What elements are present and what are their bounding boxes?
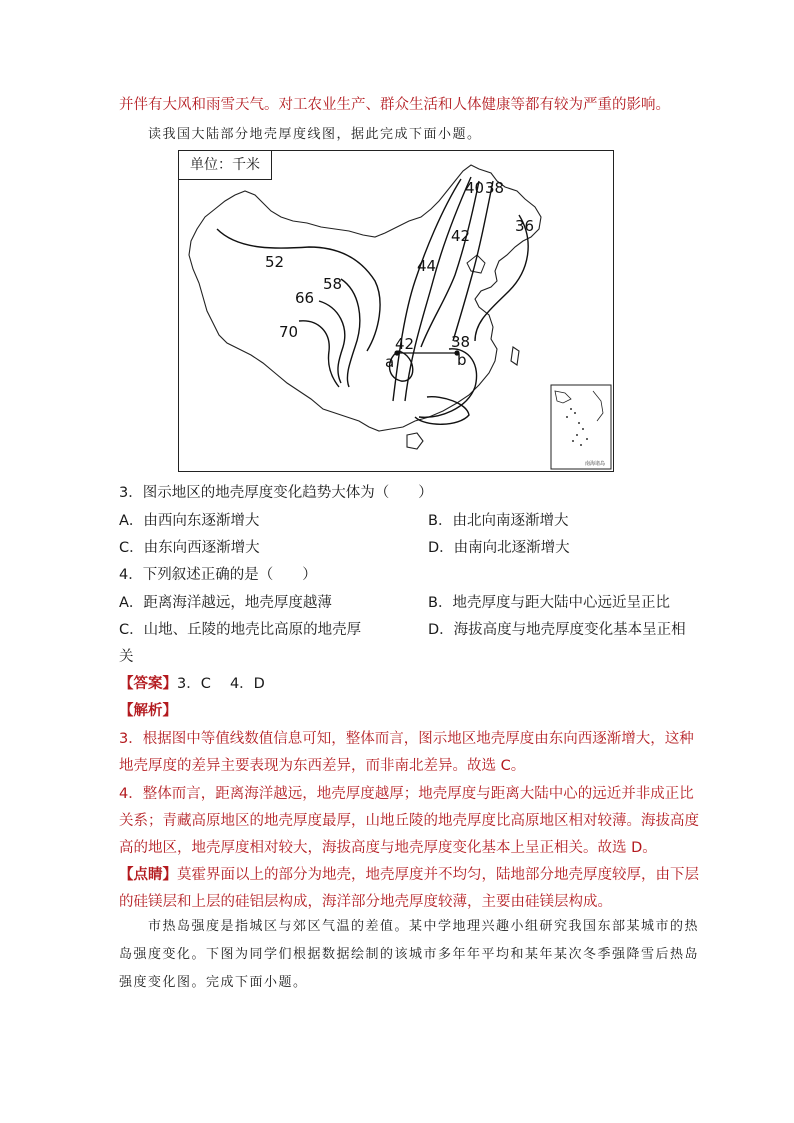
isoline-70 bbox=[299, 321, 339, 387]
analysis-line: 3．根据图中等值线数值信息可知，整体而言，图示地区地壳厚度由东向西逐渐增大，这种 bbox=[119, 731, 694, 747]
q4-option-c: C．山地、丘陵的地壳比高原的地壳厚 bbox=[119, 622, 362, 638]
tip-line bbox=[119, 864, 699, 886]
q4-stem: 4．下列叙述正确的是（ ） bbox=[119, 567, 317, 583]
isoline-58 bbox=[341, 279, 360, 387]
q4-option-b: B．地壳厚度与距大陆中心远近呈正比 bbox=[428, 595, 670, 611]
q4-option-d: D．海拔高度与地壳厚度变化基本呈正相 bbox=[428, 622, 686, 638]
q3-option-d: D．由南向北逐渐增大 bbox=[428, 540, 570, 556]
label-38-north: 38 bbox=[485, 179, 505, 197]
reading-prompt: 读我国大陆部分地壳厚度线图，据此完成下面小题。 bbox=[148, 127, 482, 142]
point-b-label: b bbox=[457, 351, 467, 369]
label-52: 52 bbox=[265, 253, 285, 271]
label-66: 66 bbox=[295, 289, 315, 307]
q3-option-b: B．由北向南逐渐增大 bbox=[428, 513, 569, 529]
analysis-line: 4．整体而言，距离海洋越远，地壳厚度越厚；地壳厚度与距离大陆中心的远近并非成正比 bbox=[119, 786, 694, 802]
hainan-outline bbox=[407, 433, 423, 449]
analysis-line: 关系；青藏高原地区的地壳厚度最厚，山地丘陵的地壳厚度比高原地区相对较薄。海拔高度 bbox=[119, 813, 699, 829]
q4-option-a: A．距离海洋越远，地壳厚度越薄 bbox=[119, 595, 332, 611]
tip-text: 莫霍界面以上的部分为地壳，地壳厚度并不均匀，陆地部分地壳厚度较厚，由下层 bbox=[177, 867, 699, 883]
intro-line: 并伴有大风和雨雪天气。对工农业生产、群众生活和人体健康等都有较为严重的影响。 bbox=[119, 97, 670, 113]
inset-frame bbox=[551, 385, 611, 469]
q3-stem: 3．图示地区的地壳厚度变化趋势大体为（ ） bbox=[119, 485, 433, 501]
q4-option-d-wrap: 关 bbox=[119, 649, 134, 665]
label-70: 70 bbox=[279, 323, 299, 341]
label-36: 36 bbox=[515, 217, 535, 235]
isoline-38-south bbox=[419, 349, 477, 417]
tip-line-2: 的硅镁层和上层的硅铝层构成，海洋部分地壳厚度较薄，主要由硅镁层构成。 bbox=[119, 894, 612, 910]
isolines-group bbox=[217, 177, 528, 424]
next-passage-line: 岛强度变化。下图为同学们根据数据绘制的该城市多年年平均和某年某次冬季强降雪后热岛 bbox=[119, 947, 700, 962]
tip-tag: 【点睛】 bbox=[119, 867, 177, 883]
answer-text: 3．C 4．D bbox=[177, 676, 265, 692]
next-passage-line: 强度变化图。完成下面小题。 bbox=[119, 975, 308, 990]
answer-tag: 【答案】 bbox=[119, 676, 177, 692]
label-42-south: 42 bbox=[395, 335, 415, 353]
q3-option-c: C．由东向西逐渐增大 bbox=[119, 540, 260, 556]
analysis-line: 地壳厚度的差异主要表现为东西差异，而非南北差异。故选 C。 bbox=[119, 758, 526, 774]
label-38-south: 38 bbox=[451, 333, 471, 351]
unit-label: 单位：千米 bbox=[179, 151, 272, 180]
answer-line bbox=[119, 673, 265, 695]
map-drawing bbox=[179, 151, 615, 473]
analysis-line: 高的地区，地壳厚度相对较大，海拔高度与地壳厚度变化基本上呈正相关。故选 D。 bbox=[119, 840, 657, 856]
label-58: 58 bbox=[323, 275, 343, 293]
taiwan-outline bbox=[511, 347, 519, 365]
analysis-tag: 【解析】 bbox=[119, 703, 177, 719]
label-40: 40 bbox=[465, 179, 485, 197]
inset-label: 南海诸岛 bbox=[585, 461, 606, 467]
next-passage-line: 市热岛强度是指城区与郊区气温的差值。某中学地理兴趣小组研究我国东部某城市的热 bbox=[148, 919, 700, 934]
label-44: 44 bbox=[417, 257, 437, 275]
isoline-66 bbox=[319, 301, 345, 383]
q3-option-a: A．由西向东逐渐增大 bbox=[119, 513, 260, 529]
label-42-north: 42 bbox=[451, 227, 471, 245]
crust-thickness-map bbox=[178, 150, 614, 472]
point-a-label: a bbox=[385, 353, 395, 371]
